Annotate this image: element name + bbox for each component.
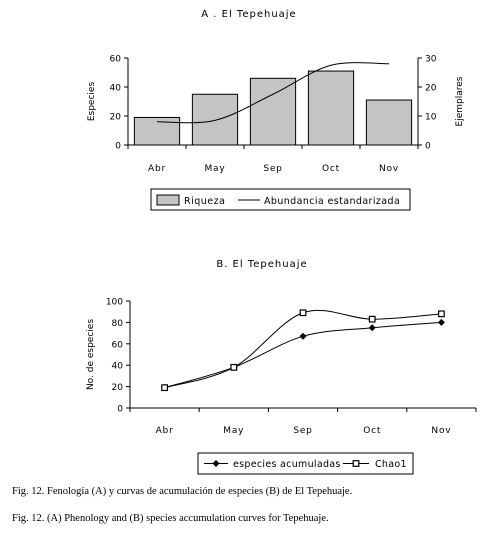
y2-tick-label: 10 (425, 112, 437, 123)
point-chao1-sep (300, 310, 306, 316)
legend-label-chao1: Chao1 (375, 459, 407, 470)
legend-label-especies: especies acumuladas (233, 459, 341, 470)
x-tick-label: Abr (155, 426, 174, 436)
bar-sep (250, 78, 295, 145)
point-especies-acumuladas-sep (300, 333, 307, 340)
legend-label-abundancia: Abundancia estandarizada (264, 196, 401, 207)
point-chao1-nov (439, 311, 445, 317)
y-tick-label: 100 (105, 297, 123, 308)
y-tick-label: 60 (109, 54, 121, 65)
x-tick-label: Abr (148, 164, 166, 174)
figure-caption-english: Fig. 12. (A) Phenology and (B) species accumulation curves for Tepehuaje. (12, 513, 329, 524)
x-tick-label: May (223, 426, 245, 436)
y2-tick-label: 30 (425, 54, 437, 65)
y-axis-label: No. de especies (86, 318, 96, 391)
point-chao1-oct (369, 316, 375, 322)
y-tick-label: 60 (111, 340, 123, 351)
x-tick-label: Oct (363, 426, 382, 436)
x-tick-label: Nov (431, 426, 452, 436)
legend-label-riqueza: Riqueza (184, 196, 226, 207)
x-tick-label: Sep (293, 426, 313, 436)
y-tick-label: 0 (115, 141, 121, 152)
point-chao1-abr (162, 385, 168, 391)
point-especies-acumuladas-oct (369, 324, 376, 331)
legend-marker-chao1 (353, 461, 359, 467)
chart-b-accumulation (0, 250, 498, 485)
y2-tick-label: 20 (425, 83, 437, 94)
bar-nov (366, 100, 411, 145)
y-tick-label: 40 (109, 83, 121, 94)
point-chao1-may (231, 365, 237, 371)
figure-caption-spanish: Fig. 12. Fenología (A) y curvas de acumulación de especies (B) de El Tepehuaje. (12, 486, 353, 497)
chart-a-title: A . El Tepehuaje (201, 9, 297, 20)
y-tick-label: 40 (111, 361, 123, 372)
x-tick-label: May (204, 164, 226, 174)
y-tick-label: 20 (109, 112, 121, 123)
bar-oct (308, 71, 353, 145)
y-axis-label: Especies (87, 81, 97, 122)
y-tick-label: 0 (117, 404, 123, 415)
x-tick-label: Sep (263, 164, 283, 174)
y-tick-label: 20 (111, 383, 123, 394)
x-tick-label: Nov (379, 164, 399, 174)
chart-a-phenology (0, 0, 498, 240)
y2-axis-label: Ejemplares (455, 76, 465, 127)
bar-may (192, 94, 237, 145)
legend-swatch-riqueza (157, 195, 179, 205)
y-tick-label: 80 (111, 318, 123, 329)
chart-b-title: B. El Tepehuaje (216, 259, 308, 270)
y2-tick-label: 0 (425, 141, 431, 152)
x-tick-label: Oct (322, 164, 340, 174)
point-especies-acumuladas-nov (438, 319, 445, 326)
